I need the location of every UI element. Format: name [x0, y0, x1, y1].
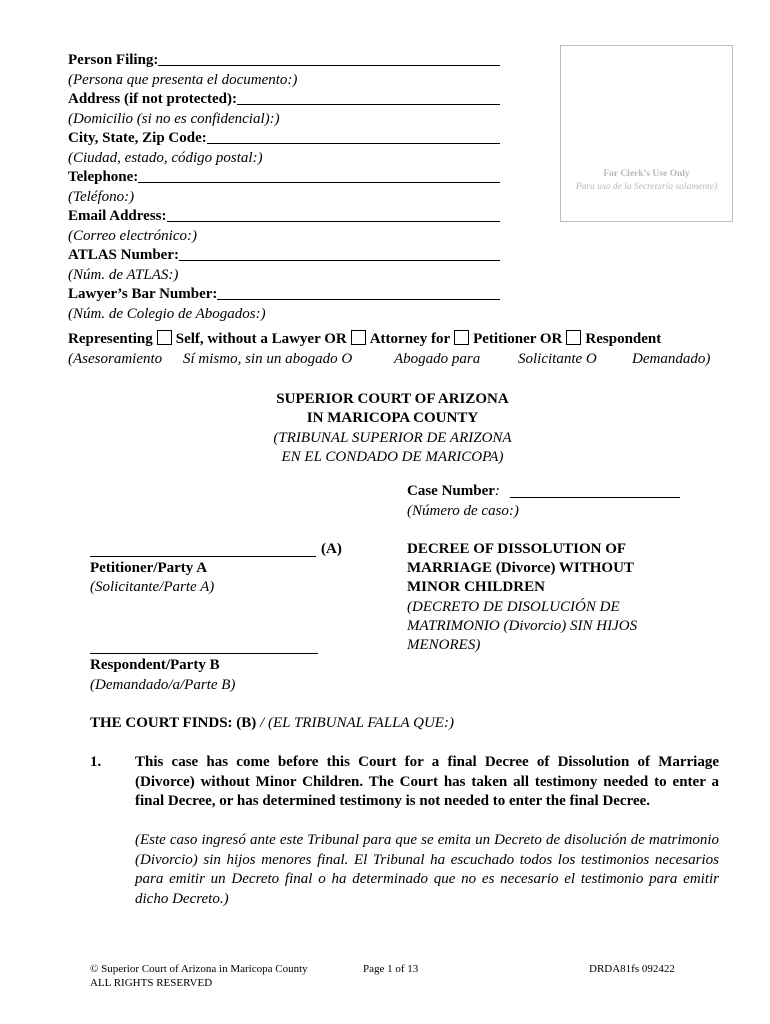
party-b-subtitle: (Demandado/a/Parte B): [90, 677, 236, 693]
address-subtitle: (Domicilio (si no es confidencial):): [68, 111, 280, 127]
decree-title-line3: MINOR CHILDREN: [407, 579, 545, 595]
court-name-es-line2: EN EL CONDADO DE MARICOPA): [281, 449, 504, 465]
bar-number-label: Lawyer’s Bar Number:: [68, 286, 218, 302]
court-finds-heading: [90, 714, 454, 733]
item-1-number: 1.: [90, 754, 102, 770]
address-field[interactable]: [68, 90, 500, 109]
atlas-number-subtitle: (Núm. de ATLAS:): [68, 267, 179, 283]
footer-rights: ALL RIGHTS RESERVED: [90, 977, 213, 989]
court-name-es-line1: (TRIBUNAL SUPERIOR DE ARIZONA: [273, 430, 512, 446]
atlas-number-field[interactable]: [68, 246, 500, 265]
telephone-blank[interactable]: [138, 168, 500, 183]
item-1-es-text: (Este caso ingresó ante este Tribunal para que se emita un Decreto de disolución de matrimonio (Divorcio) sin hijos menores final. El Tribunal ha escuchado todos los testimonios necesarios para emitir un Decreto final o ha determinado que no es necesario el testimonio para emitir dicho Decreto.): [135, 832, 719, 907]
party-a-label: Petitioner/Party A: [90, 560, 208, 576]
person-filing-blank[interactable]: [158, 51, 500, 66]
respondent-label: Respondent: [585, 331, 662, 347]
court-finds-es: / (EL TRIBUNAL FALLA QUE:): [256, 715, 454, 731]
representing-label: Representing: [68, 331, 153, 347]
attorney-es-label: Abogado para: [394, 351, 481, 367]
atlas-number-blank[interactable]: [179, 246, 500, 261]
email-label: Email Address:: [68, 208, 167, 224]
city-state-zip-blank[interactable]: [207, 129, 500, 144]
petitioner-checkbox[interactable]: [454, 330, 469, 345]
party-a-name-blank[interactable]: [90, 540, 316, 557]
atlas-number-label: ATLAS Number:: [68, 247, 179, 263]
representing-es-label: (Asesoramiento: [68, 351, 163, 367]
court-name-line2: IN MARICOPA COUNTY: [306, 410, 479, 426]
city-state-zip-subtitle: (Ciudad, estado, código postal:): [68, 150, 263, 166]
case-number-colon: :: [494, 483, 500, 499]
telephone-subtitle: (Teléfono:): [68, 189, 135, 205]
telephone-field[interactable]: [68, 168, 500, 187]
decree-es-line2: MATRIMONIO (Divorcio) SIN HIJOS: [407, 618, 638, 634]
city-state-zip-label: City, State, Zip Code:: [68, 130, 207, 146]
case-number-subtitle: (Número de caso:): [407, 503, 519, 519]
clerk-use-title: For Clerk’s Use Only: [603, 169, 690, 179]
footer-copyright: © Superior Court of Arizona in Maricopa County: [90, 963, 308, 975]
email-blank[interactable]: [167, 207, 501, 222]
decree-es-line3: MENORES): [407, 637, 481, 653]
address-label: Address (if not protected):: [68, 91, 238, 107]
city-state-zip-field[interactable]: [68, 129, 500, 148]
clerk-use-subtitle: Para uso de la Secretaría solamente): [575, 182, 718, 192]
decree-es-line1: (DECRETO DE DISOLUCIÓN DE: [407, 599, 620, 615]
case-number-field[interactable]: [407, 482, 500, 501]
telephone-label: Telephone:: [68, 169, 139, 185]
petitioner-label: Petitioner OR: [473, 331, 563, 347]
self-label: Self, without a Lawyer OR: [175, 331, 347, 347]
footer-page-number: Page 1 of 13: [363, 963, 419, 975]
bar-number-blank[interactable]: [217, 285, 500, 300]
clerk-use-box: [560, 45, 733, 222]
bar-number-subtitle: (Núm. de Colegio de Abogados:): [68, 306, 266, 322]
decree-title-line2: MARRIAGE (Divorce) WITHOUT: [407, 560, 634, 576]
address-blank[interactable]: [237, 90, 500, 105]
attorney-checkbox[interactable]: [351, 330, 366, 345]
bar-number-field[interactable]: [68, 285, 500, 304]
party-a-subtitle: (Solicitante/Parte A): [90, 579, 215, 595]
party-b-label: Respondent/Party B: [90, 657, 220, 673]
respondent-es-label: Demandado): [632, 351, 711, 367]
representing-row: [68, 330, 661, 349]
person-filing-subtitle: (Persona que presenta el documento:): [68, 72, 298, 88]
party-b-name-blank[interactable]: [90, 637, 318, 654]
decree-title-line1: DECREE OF DISSOLUTION OF: [407, 541, 627, 557]
attorney-label: Attorney for: [369, 331, 451, 347]
party-a-marker: (A): [321, 541, 342, 557]
petitioner-es-label: Solicitante O: [518, 351, 597, 367]
self-checkbox[interactable]: [157, 330, 172, 345]
person-filing-label: Person Filing:: [68, 52, 159, 68]
email-subtitle: (Correo electrónico:): [68, 228, 197, 244]
respondent-checkbox[interactable]: [566, 330, 581, 345]
court-finds-label: THE COURT FINDS: (B): [90, 715, 257, 731]
case-number-blank[interactable]: [510, 480, 680, 498]
person-filing-field[interactable]: [68, 51, 500, 70]
footer-form-code: DRDA81fs 092422: [589, 963, 675, 975]
self-es-label: Sí mismo, sin un abogado O: [183, 351, 353, 367]
court-name-line1: SUPERIOR COURT OF ARIZONA: [276, 391, 509, 407]
case-number-label: Case Number: [407, 483, 495, 499]
email-field[interactable]: [68, 207, 500, 226]
item-1-text: This case has come before this Court for a final Decree of Dissolution of Marriage (Divorce) without Minor Children. The Court has taken all testimony needed to enter a final Decree, or has determined testimony is not needed to enter the final Decree.: [135, 754, 719, 809]
